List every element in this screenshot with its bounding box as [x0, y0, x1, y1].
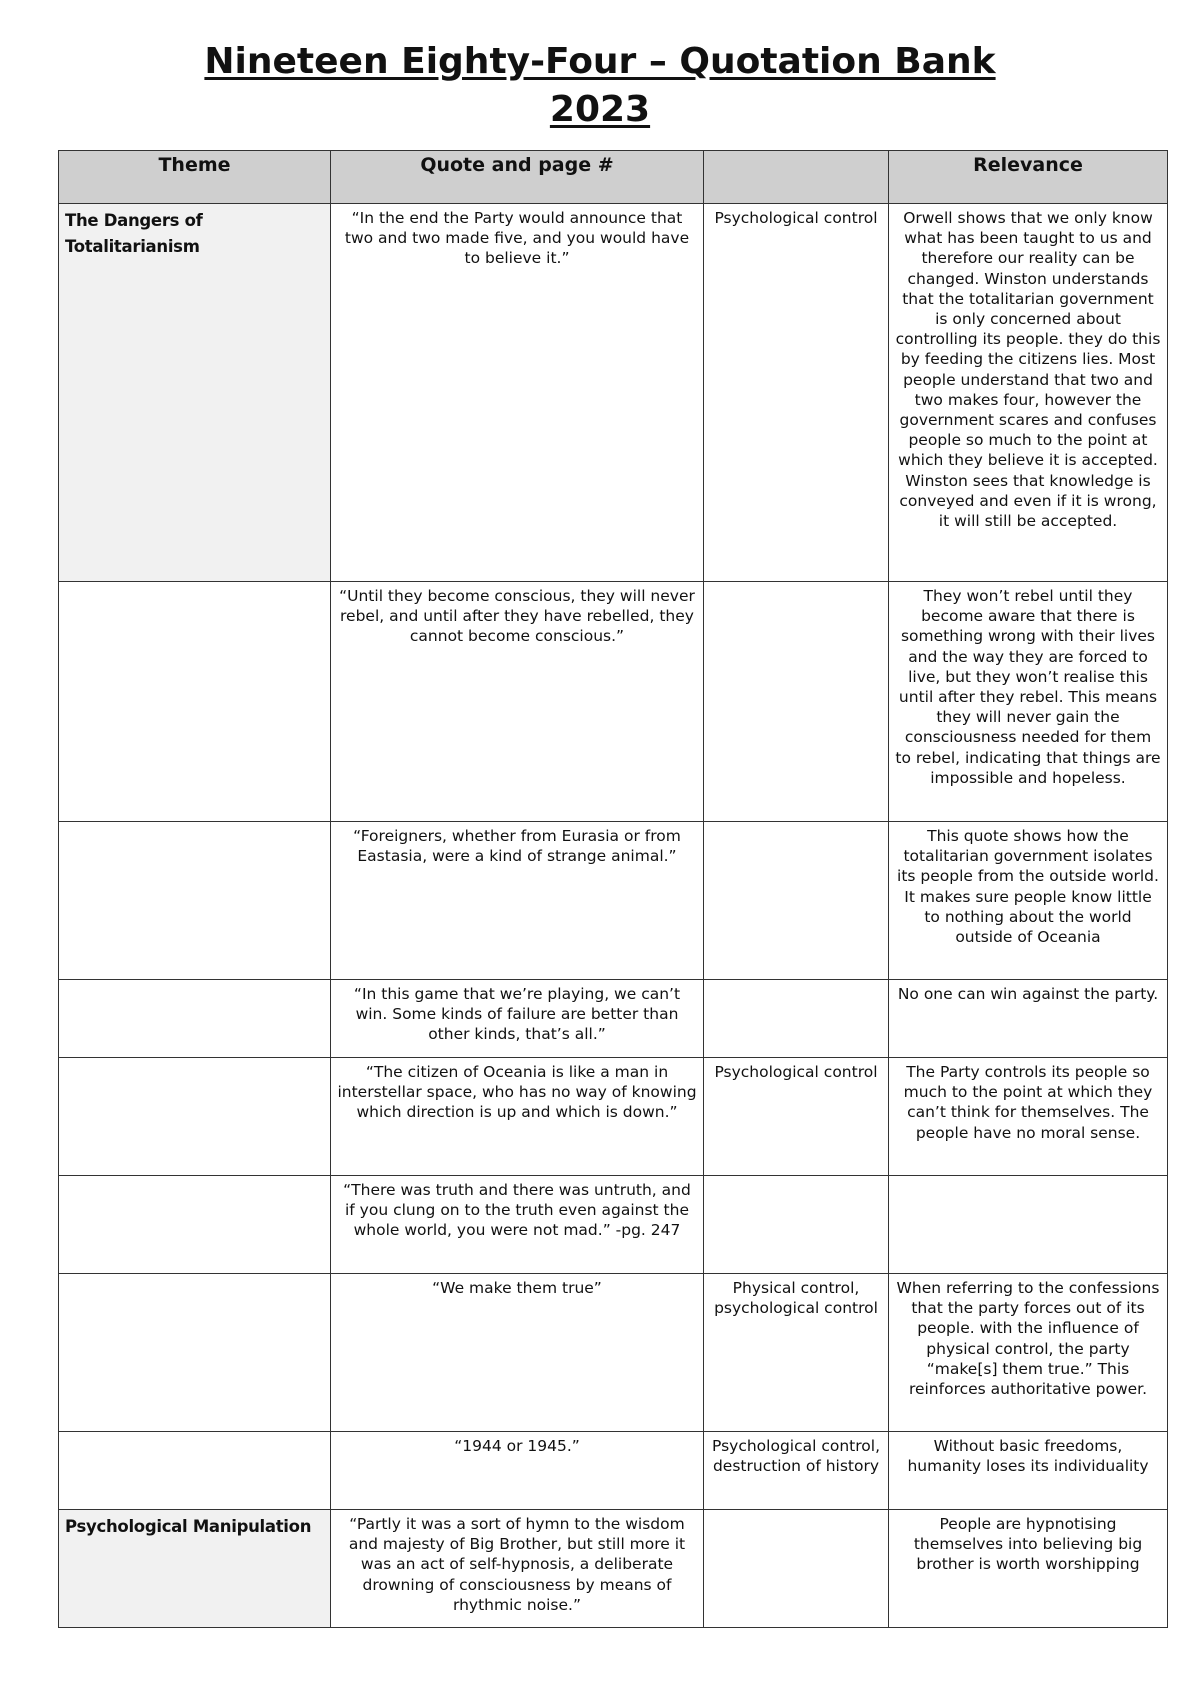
- relevance-cell: They won’t rebel until they become aware that there is something wrong with their lives and the way they are forced to live, but they won’t realise this until after they rebel. This means they will never gain the consciousness needed for them to rebel, indicating that things are impossible and hopeless.: [889, 582, 1168, 822]
- header-quote: Quote and page #: [331, 151, 704, 204]
- control-cell: [704, 1510, 889, 1628]
- quote-cell: “The citizen of Oceania is like a man in interstellar space, who has no way of knowing which direction is up and which is down.”: [331, 1058, 704, 1176]
- control-cell: Psychological control, destruction of history: [704, 1432, 889, 1510]
- relevance-cell: When referring to the confessions that the party forces out of its people. with the influence of physical control, the party “make[s] them true.” This reinforces authoritative power.: [889, 1274, 1168, 1432]
- relevance-cell: People are hypnotising themselves into believing big brother is worth worshipping: [889, 1510, 1168, 1628]
- quote-cell: “In the end the Party would announce that two and two made five, and you would have to believe it.”: [331, 204, 704, 582]
- table-row: [59, 822, 1168, 980]
- quote-cell: “In this game that we’re playing, we can’t win. Some kinds of failure are better than other kinds, that’s all.”: [331, 980, 704, 1058]
- theme-cell: [59, 980, 331, 1058]
- table-row: [59, 1510, 1168, 1628]
- table-row: [59, 1274, 1168, 1432]
- title-line-1: Nineteen Eighty-Four – Quotation Bank: [204, 41, 996, 82]
- theme-cell: Psychological Manipulation: [59, 1510, 331, 1628]
- relevance-cell: Without basic freedoms, humanity loses its individuality: [889, 1432, 1168, 1510]
- theme-cell: [59, 1058, 331, 1176]
- quote-cell: “Foreigners, whether from Eurasia or from Eastasia, were a kind of strange animal.”: [331, 822, 704, 980]
- document-title: [0, 38, 1200, 134]
- title-line-2: 2023: [549, 89, 651, 130]
- control-cell: [704, 582, 889, 822]
- table-row: [59, 582, 1168, 822]
- header-theme: Theme: [59, 151, 331, 204]
- control-cell: [704, 1176, 889, 1274]
- relevance-cell: This quote shows how the totalitarian government isolates its people from the outside world. It makes sure people know little to nothing about the world outside of Oceania: [889, 822, 1168, 980]
- theme-cell: [59, 822, 331, 980]
- table-row: [59, 980, 1168, 1058]
- quote-cell: “1944 or 1945.”: [331, 1432, 704, 1510]
- relevance-cell: Orwell shows that we only know what has been taught to us and therefore our reality can be changed. Winston understands that the totalitarian government is only concerned about controlling its people. they do this by feeding the citizens lies. Most people understand that two and two makes four, however the government scares and confuses people so much to the point at which they believe it is accepted. Winston sees that knowledge is conveyed and even if it is wrong, it will still be accepted.: [889, 204, 1168, 582]
- quote-cell: “Partly it was a sort of hymn to the wisdom and majesty of Big Brother, but still more it was an act of self-hypnosis, a deliberate drowning of consciousness by means of rhythmic noise.”: [331, 1510, 704, 1628]
- control-cell: Psychological control: [704, 204, 889, 582]
- quote-cell: “Until they become conscious, they will never rebel, and until after they have rebelled, they cannot become conscious.”: [331, 582, 704, 822]
- header-control: [704, 151, 889, 204]
- relevance-cell: The Party controls its people so much to the point at which they can’t think for themselves. The people have no moral sense.: [889, 1058, 1168, 1176]
- quote-cell: “We make them true”: [331, 1274, 704, 1432]
- quotation-table: [58, 150, 1168, 1628]
- quote-cell: “There was truth and there was untruth, and if you clung on to the truth even against the whole world, you were not mad.” -pg. 247: [331, 1176, 704, 1274]
- theme-cell: The Dangers of Totalitarianism: [59, 204, 331, 582]
- theme-cell: [59, 1176, 331, 1274]
- table-row: [59, 204, 1168, 582]
- header-relevance: Relevance: [889, 151, 1168, 204]
- theme-cell: [59, 582, 331, 822]
- table-row: [59, 1176, 1168, 1274]
- control-cell: [704, 980, 889, 1058]
- relevance-cell: [889, 1176, 1168, 1274]
- theme-cell: [59, 1432, 331, 1510]
- table-row: [59, 1432, 1168, 1510]
- table-row: [59, 1058, 1168, 1176]
- header-row: [59, 151, 1168, 204]
- control-cell: [704, 822, 889, 980]
- theme-cell: [59, 1274, 331, 1432]
- control-cell: Psychological control: [704, 1058, 889, 1176]
- relevance-cell: No one can win against the party.: [889, 980, 1168, 1058]
- control-cell: Physical control, psychological control: [704, 1274, 889, 1432]
